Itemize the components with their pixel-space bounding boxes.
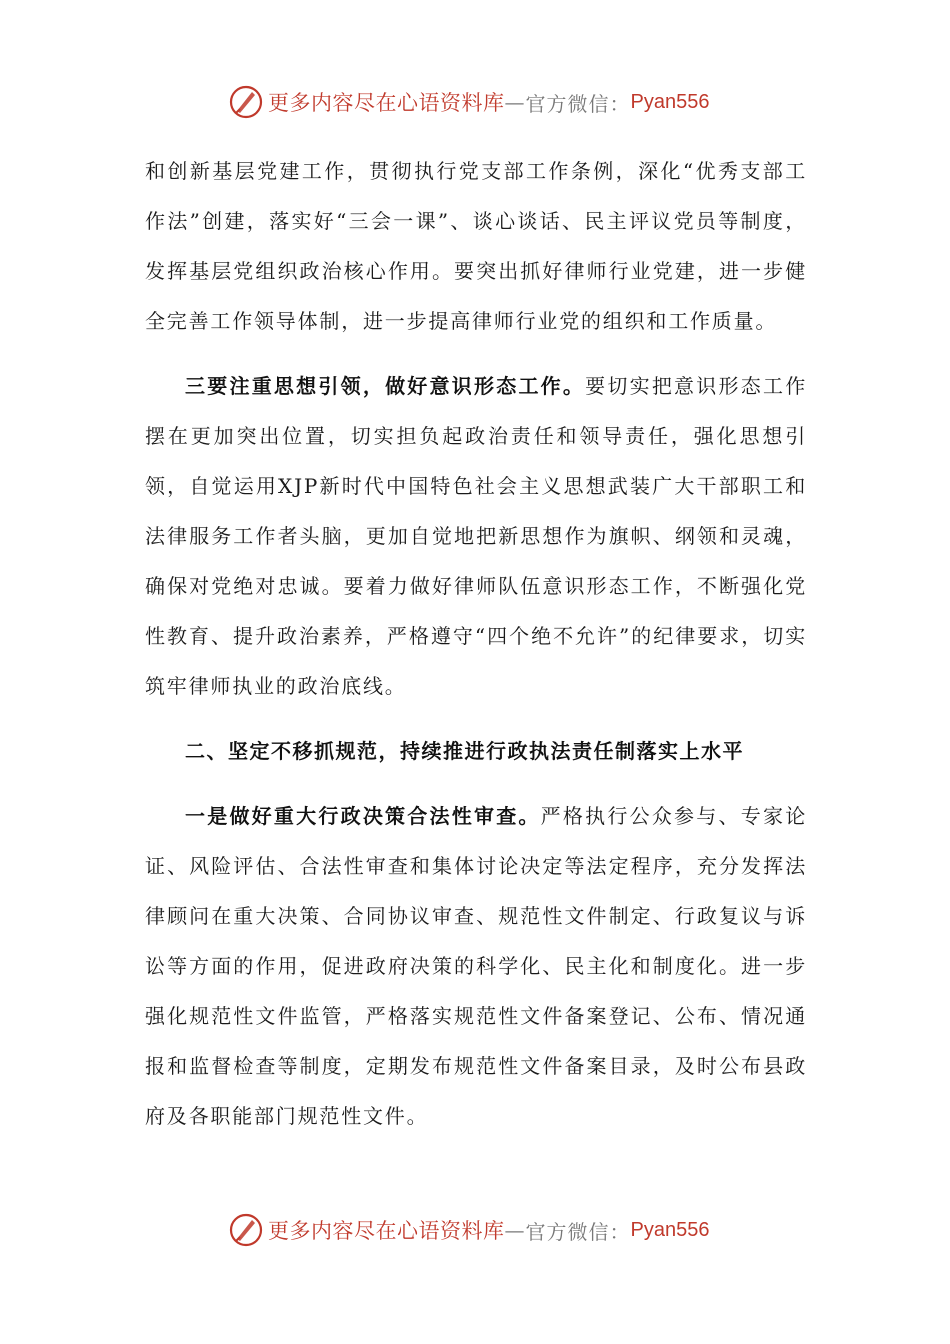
banner-dash: —: [504, 90, 526, 114]
paragraph-1: [145, 146, 807, 346]
banner-wechat-label: 官方微信：: [525, 1219, 631, 1244]
paragraph-2: [145, 361, 807, 711]
section-heading: 二、坚定不移抓规范，持续推进行政执法责任制落实上水平: [185, 739, 744, 763]
banner-wechat-id: Pyan556: [630, 1218, 710, 1241]
banner-site-name: 更多内容尽在心语资料库: [268, 91, 505, 115]
paragraph-2-lead: 三要注重思想引领，做好意识形态工作。: [185, 374, 586, 398]
banner-dash: —: [504, 1218, 526, 1242]
banner-site-name: 更多内容尽在心语资料库: [268, 1219, 505, 1243]
quill-logo-icon: [228, 84, 264, 120]
banner-wechat-label: 官方微信：: [525, 91, 631, 116]
header-watermark-banner: [228, 82, 748, 122]
paragraph-1-text: 和创新基层党建工作，贯彻执行党支部工作条例，深化“优秀支部工作法”创建，落实好“三会一课”、谈心谈话、民主评议党员等制度，发挥基层党组织政治核心作用。要突出抓好律师行业党建，进一步健全完善工作领导体制，进一步提高律师行业党的组织和工作质量。: [145, 159, 807, 333]
paragraph-2-text: 要切实把意识形态工作摆在更加突出位置，切实担负起政治责任和领导责任，强化思想引领，自觉运用XJP新时代中国特色社会主义思想武装广大干部职工和法律服务工作者头脑，更加自觉地把新思想作为旗帜、纲领和灵魂，确保对党绝对忠诚。要着力做好律师队伍意识形态工作，不断强化党性教育、提升政治素养，严格遵守“四个绝不允许”的纪律要求，切实筑牢律师执业的政治底线。: [145, 374, 808, 698]
paragraph-3-lead: 一是做好重大行政决策合法性审查。: [185, 804, 541, 828]
paragraph-3-text: 严格执行公众参与、专家论证、风险评估、合法性审查和集体讨论决定等法定程序，充分发挥法律顾问在重大决策、合同协议审查、规范性文件制定、行政复议与诉讼等方面的作用，促进政府决策的科学化、民主化和制度化。进一步强化规范性文件监管，严格落实规范性文件备案登记、公布、情况通报和监督检查等制度，定期发布规范性文件备案目录，及时公布县政府及各职能部门规范性文件。: [145, 804, 807, 1128]
paragraph-3: [145, 791, 807, 1141]
banner-wechat-id: Pyan556: [630, 90, 710, 113]
footer-watermark-banner: [228, 1210, 748, 1250]
quill-logo-icon: [228, 1212, 264, 1248]
document-body: [145, 146, 807, 1156]
